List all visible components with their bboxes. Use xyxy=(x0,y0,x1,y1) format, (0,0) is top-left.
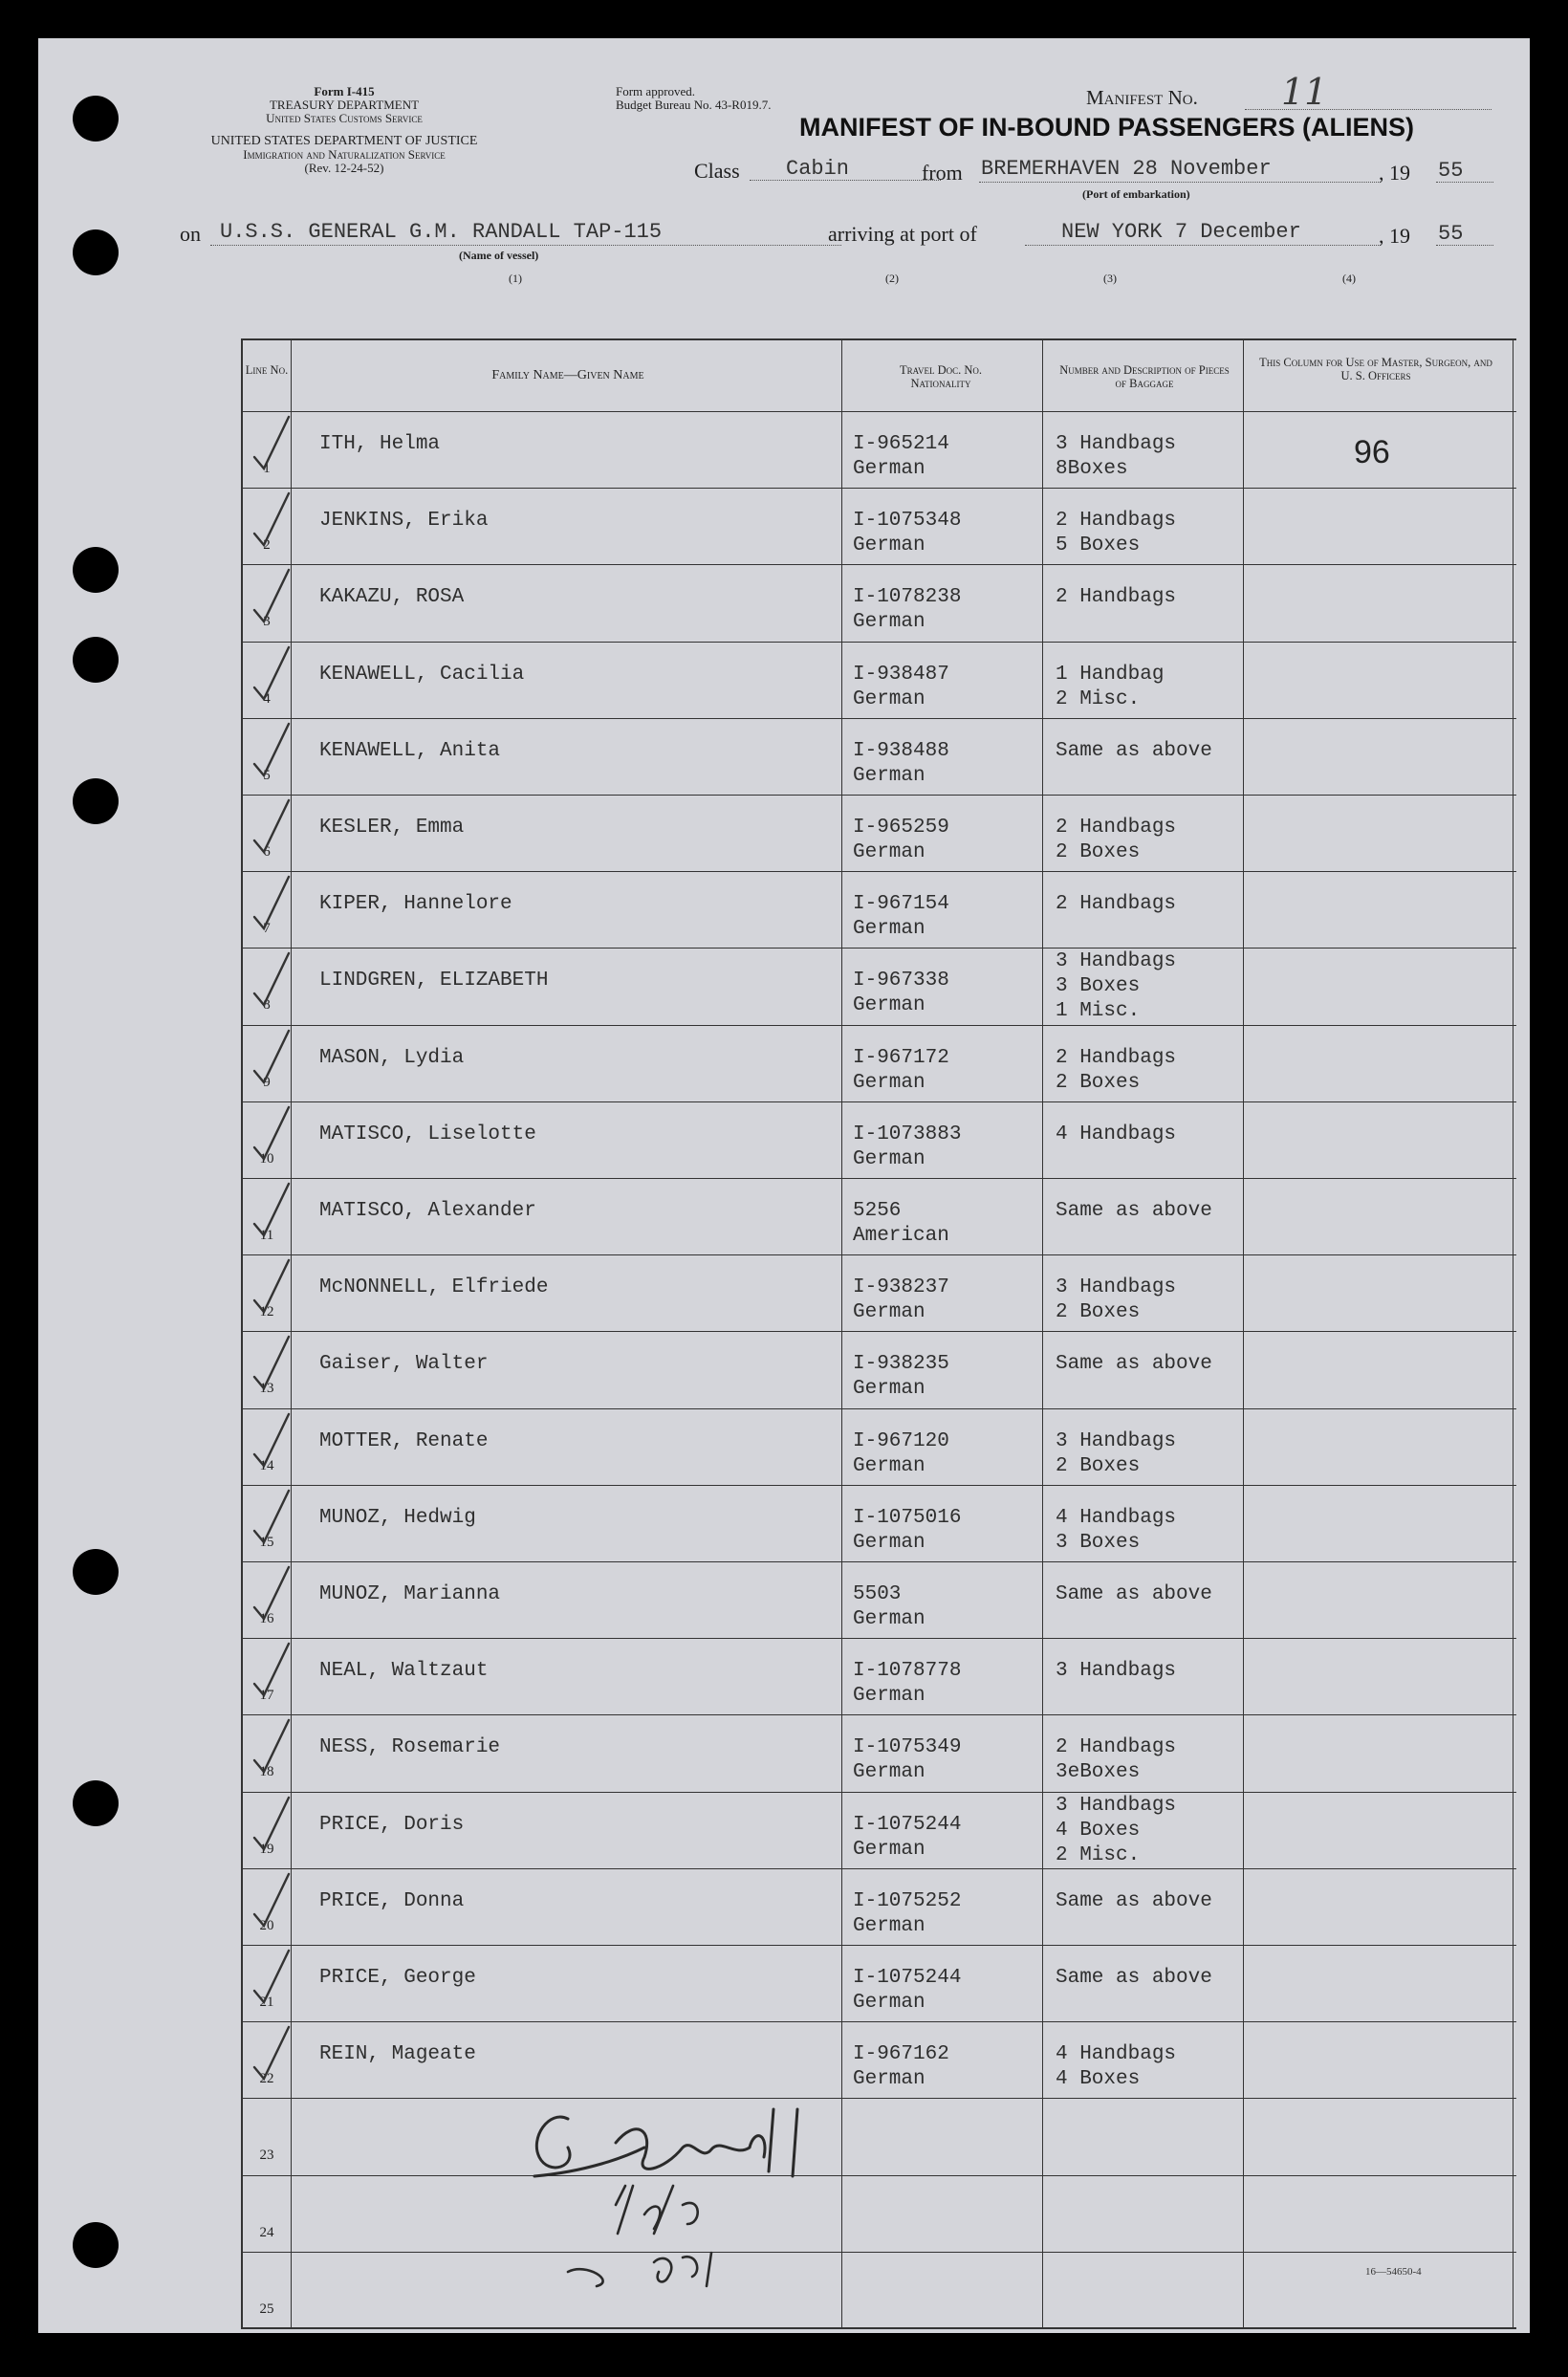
nationality: German xyxy=(853,1685,926,1708)
baggage-line: Same as above xyxy=(1056,1889,1212,1912)
passenger-name: KESLER, Emma xyxy=(319,817,465,839)
nationality: German xyxy=(853,1071,926,1094)
line-number: 21 xyxy=(259,1995,274,2010)
check-mark-icon xyxy=(250,1642,293,1699)
nationality: German xyxy=(853,611,926,634)
line-number: 6 xyxy=(263,844,271,860)
signature-time xyxy=(625,2262,699,2296)
manifest-label: Manifest No. xyxy=(1086,86,1198,109)
baggage-line: 3 Handbags xyxy=(1056,1276,1177,1299)
nationality: German xyxy=(853,1838,926,1861)
port-caption: (Port of embarkation) xyxy=(1082,187,1190,201)
nationality: German xyxy=(853,1608,926,1630)
line-number: 5 xyxy=(263,767,271,783)
passenger-name: PRICE, Donna xyxy=(319,1889,465,1912)
travel-doc-number: I-938237 xyxy=(853,1276,949,1299)
line-number: 14 xyxy=(259,1457,274,1473)
line-number: 15 xyxy=(259,1534,274,1550)
baggage-line: 2 Handbags xyxy=(1056,817,1177,839)
passenger-name: PRICE, George xyxy=(319,1967,476,1989)
nationality: German xyxy=(853,841,926,863)
year-prefix-from: , 19 xyxy=(1379,161,1410,185)
line-number: 16 xyxy=(259,1611,274,1626)
justice-dept: UNITED STATES DEPARTMENT OF JUSTICE xyxy=(210,134,478,148)
line-number: 10 xyxy=(259,1150,274,1167)
baggage-line: 1 Misc. xyxy=(1056,1000,1141,1023)
passenger-name: PRICE, Doris xyxy=(319,1813,465,1836)
check-mark-icon xyxy=(250,491,293,549)
passenger-name: LINDGREN, ELIZABETH xyxy=(319,970,549,992)
baggage-line: 3 Handbags xyxy=(1056,1660,1177,1683)
binder-hole xyxy=(73,778,119,824)
nationality: German xyxy=(853,994,926,1017)
line-number: 7 xyxy=(263,921,271,937)
form-number: Form I-415 xyxy=(314,84,375,98)
line-number: 1 xyxy=(263,461,271,476)
travel-doc-number: I-938488 xyxy=(853,739,949,762)
passenger-name: MUNOZ, Marianna xyxy=(319,1583,501,1605)
col-num-3: (3) xyxy=(1103,272,1117,285)
manifest-title: MANIFEST OF IN-BOUND PASSENGERS (ALIENS) xyxy=(799,113,1415,142)
baggage-line: 1 Handbag xyxy=(1056,663,1165,686)
vessel-name: U.S.S. GENERAL G.M. RANDALL TAP-115 xyxy=(220,220,663,244)
col-header-baggage: Number and Description of Pieces of Baggage xyxy=(1059,363,1230,390)
check-mark-icon xyxy=(250,1412,293,1470)
line-number: 25 xyxy=(259,2301,274,2317)
vessel-caption: (Name of vessel) xyxy=(459,249,539,262)
check-mark-icon xyxy=(250,645,293,703)
baggage-line: 3 Boxes xyxy=(1056,975,1141,998)
baggage-line: 2 Handbags xyxy=(1056,1736,1177,1759)
customs-service: United States Customs Service xyxy=(266,111,423,125)
travel-doc-number: I-1075244 xyxy=(853,1813,962,1836)
line-number: 3 xyxy=(263,614,271,630)
baggage-line: Same as above xyxy=(1056,1353,1212,1376)
check-mark-icon xyxy=(250,722,293,779)
passenger-name: KAKAZU, ROSA xyxy=(319,586,465,609)
officer-note: 96 xyxy=(1354,434,1390,470)
from-value: BREMERHAVEN 28 November xyxy=(981,157,1272,181)
line-number: 20 xyxy=(259,1917,274,1933)
check-mark-icon xyxy=(250,1335,293,1392)
baggage-line: 2 Boxes xyxy=(1056,1454,1141,1477)
class-label: Class xyxy=(694,159,740,183)
baggage-line: 4 Handbags xyxy=(1056,1123,1177,1145)
baggage-line: Same as above xyxy=(1056,1583,1212,1605)
baggage-line: 4 Boxes xyxy=(1056,1819,1141,1842)
travel-doc-number: I-967162 xyxy=(853,2043,949,2066)
check-mark-icon xyxy=(250,1029,293,1086)
passenger-name: NEAL, Waltzaut xyxy=(319,1660,489,1683)
arriving-label: arriving at port of xyxy=(828,222,977,246)
binder-hole xyxy=(73,2222,119,2268)
passenger-name: ITH, Helma xyxy=(319,433,441,455)
check-mark-icon xyxy=(250,1796,293,1853)
travel-doc-number: I-965259 xyxy=(853,817,949,839)
form-revision: (Rev. 12-24-52) xyxy=(304,161,384,175)
travel-doc-number: I-967154 xyxy=(853,893,949,916)
nationality: German xyxy=(853,458,926,480)
binder-hole xyxy=(73,547,119,593)
baggage-line: 4 Handbags xyxy=(1056,2043,1177,2066)
baggage-line: 3 Handbags xyxy=(1056,433,1177,455)
nationality: German xyxy=(853,1147,926,1170)
passenger-name: MOTTER, Renate xyxy=(319,1429,489,1452)
check-mark-icon xyxy=(250,1949,293,2006)
nationality: German xyxy=(853,1761,926,1784)
passenger-name: MUNOZ, Hedwig xyxy=(319,1506,476,1529)
travel-doc-number: I-967120 xyxy=(853,1429,949,1452)
from-label: from xyxy=(922,161,963,185)
passenger-name: KENAWELL, Anita xyxy=(319,739,501,762)
treasury-dept: TREASURY DEPARTMENT xyxy=(269,98,420,112)
nationality: German xyxy=(853,1914,926,1937)
nationality: American xyxy=(853,1225,949,1247)
baggage-line: 4 Handbags xyxy=(1056,1506,1177,1529)
travel-doc-number: I-1073883 xyxy=(853,1123,962,1145)
travel-doc-number: I-967172 xyxy=(853,1046,949,1069)
travel-doc-number: I-1075252 xyxy=(853,1889,962,1912)
budget-bureau: Budget Bureau No. 43-R019.7. xyxy=(616,98,772,112)
binder-hole xyxy=(73,229,119,275)
baggage-line: 4 Boxes xyxy=(1056,2068,1141,2091)
nationality: German xyxy=(853,1301,926,1324)
col-header-line: Line No. xyxy=(245,363,289,377)
travel-doc-number: I-1078238 xyxy=(853,586,962,609)
check-mark-icon xyxy=(250,1565,293,1623)
baggage-line: 3 Handbags xyxy=(1056,1429,1177,1452)
baggage-line: 8Boxes xyxy=(1056,458,1128,480)
passenger-name: MATISCO, Alexander xyxy=(319,1200,536,1222)
line-number: 23 xyxy=(259,2148,274,2164)
check-mark-icon xyxy=(250,2025,293,2083)
col-header-name: Family Name—Given Name xyxy=(491,368,644,382)
col-header-travel: Travel Doc. No. Nationality xyxy=(899,363,983,390)
binder-hole xyxy=(73,1549,119,1595)
nationality: German xyxy=(853,1378,926,1401)
nationality: German xyxy=(853,1992,926,2014)
baggage-line: Same as above xyxy=(1056,1967,1212,1989)
binder-hole xyxy=(73,1780,119,1826)
year-prefix-arrive: , 19 xyxy=(1379,224,1410,248)
class-value: Cabin xyxy=(786,157,850,181)
baggage-line: 2 Boxes xyxy=(1056,841,1141,863)
baggage-line: 3eBoxes xyxy=(1056,1761,1141,1784)
year-arrive: 55 xyxy=(1438,222,1464,246)
baggage-line: 3 Boxes xyxy=(1056,1531,1141,1554)
footer-code: 16—54650-4 xyxy=(1365,2266,1422,2278)
passenger-name: MATISCO, Liselotte xyxy=(319,1123,536,1145)
line-number: 4 xyxy=(263,690,271,707)
passenger-table xyxy=(241,338,1516,2329)
travel-doc-number: I-967338 xyxy=(853,970,949,992)
baggage-line: 2 Handbags xyxy=(1056,893,1177,916)
manifest-number: 11 xyxy=(1281,71,1328,113)
travel-doc-number: I-1075244 xyxy=(853,1967,962,1989)
passenger-name: JENKINS, Erika xyxy=(319,510,489,533)
passenger-name: MASON, Lydia xyxy=(319,1046,465,1069)
baggage-line: Same as above xyxy=(1056,739,1212,762)
line-number: 2 xyxy=(263,537,271,554)
col-num-2: (2) xyxy=(885,272,899,285)
line-number: 11 xyxy=(259,1228,274,1243)
check-mark-icon xyxy=(250,568,293,625)
baggage-line: 2 Handbags xyxy=(1056,1046,1177,1069)
check-mark-icon xyxy=(250,1489,293,1546)
line-number: 13 xyxy=(259,1381,274,1397)
passenger-name: KENAWELL, Cacilia xyxy=(319,663,525,686)
check-mark-icon xyxy=(250,1182,293,1239)
travel-doc-number: I-965214 xyxy=(853,433,949,455)
passenger-name: KIPER, Hannelore xyxy=(319,893,512,916)
nationality: German xyxy=(853,1454,926,1477)
nationality: German xyxy=(853,1531,926,1554)
travel-doc-number: I-1075348 xyxy=(853,510,962,533)
manifest-page xyxy=(38,38,1530,2333)
check-mark-icon xyxy=(250,951,293,1009)
nationality: German xyxy=(853,2068,926,2091)
binder-hole xyxy=(73,96,119,142)
year-from: 55 xyxy=(1438,159,1464,183)
check-mark-icon xyxy=(250,1258,293,1316)
baggage-line: 2 Boxes xyxy=(1056,1071,1141,1094)
passenger-name: REIN, Mageate xyxy=(319,2043,476,2066)
check-mark-icon xyxy=(250,1872,293,1930)
passenger-name: NESS, Rosemarie xyxy=(319,1736,501,1759)
form-approved: Form approved. xyxy=(616,84,696,98)
line-number: 17 xyxy=(259,1688,274,1704)
nationality: German xyxy=(853,534,926,557)
line-number: 24 xyxy=(259,2224,274,2240)
nationality: German xyxy=(853,687,926,710)
baggage-line: 2 Misc. xyxy=(1056,1843,1141,1866)
travel-doc-number: 5503 xyxy=(853,1583,902,1605)
baggage-line: 5 Boxes xyxy=(1056,534,1141,557)
baggage-line: 2 Handbags xyxy=(1056,586,1177,609)
signature-date xyxy=(625,2200,736,2234)
travel-doc-number: I-1078778 xyxy=(853,1660,962,1683)
travel-doc-number: I-938235 xyxy=(853,1353,949,1376)
baggage-line: 3 Handbags xyxy=(1056,1794,1177,1817)
passenger-name: Gaiser, Walter xyxy=(319,1353,489,1376)
travel-doc-number: I-1075349 xyxy=(853,1736,962,1759)
arriving-value: NEW YORK 7 December xyxy=(1061,220,1301,244)
nationality: German xyxy=(853,918,926,941)
passenger-name: McNONNELL, Elfriede xyxy=(319,1276,549,1299)
check-mark-icon xyxy=(250,415,293,472)
col-num-4: (4) xyxy=(1342,272,1356,285)
baggage-line: 2 Handbags xyxy=(1056,510,1177,533)
line-number: 18 xyxy=(259,1764,274,1780)
col-num-1: (1) xyxy=(509,272,522,285)
col-header-officers: This Column for Use of Master, Surgeon, and U. S. Officers xyxy=(1259,356,1492,382)
line-number: 9 xyxy=(263,1074,271,1090)
baggage-line: 2 Misc. xyxy=(1056,687,1141,710)
binder-hole xyxy=(73,637,119,683)
line-number: 8 xyxy=(263,997,271,1014)
line-number: 19 xyxy=(259,1841,274,1857)
travel-doc-number: I-1075016 xyxy=(853,1506,962,1529)
nationality: German xyxy=(853,764,926,787)
line-number: 22 xyxy=(259,2071,274,2087)
travel-doc-number: I-938487 xyxy=(853,663,949,686)
check-mark-icon xyxy=(250,1105,293,1163)
baggage-line: 2 Boxes xyxy=(1056,1301,1141,1324)
line-number: 12 xyxy=(259,1304,274,1320)
baggage-line: 3 Handbags xyxy=(1056,950,1177,973)
ins-service: Immigration and Naturalization Service xyxy=(243,147,446,162)
check-mark-icon xyxy=(250,1718,293,1776)
baggage-line: Same as above xyxy=(1056,1200,1212,1222)
check-mark-icon xyxy=(250,798,293,856)
check-mark-icon xyxy=(250,875,293,932)
travel-doc-number: 5256 xyxy=(853,1200,902,1222)
on-label: on xyxy=(180,222,201,246)
signature-name xyxy=(625,2128,807,2162)
